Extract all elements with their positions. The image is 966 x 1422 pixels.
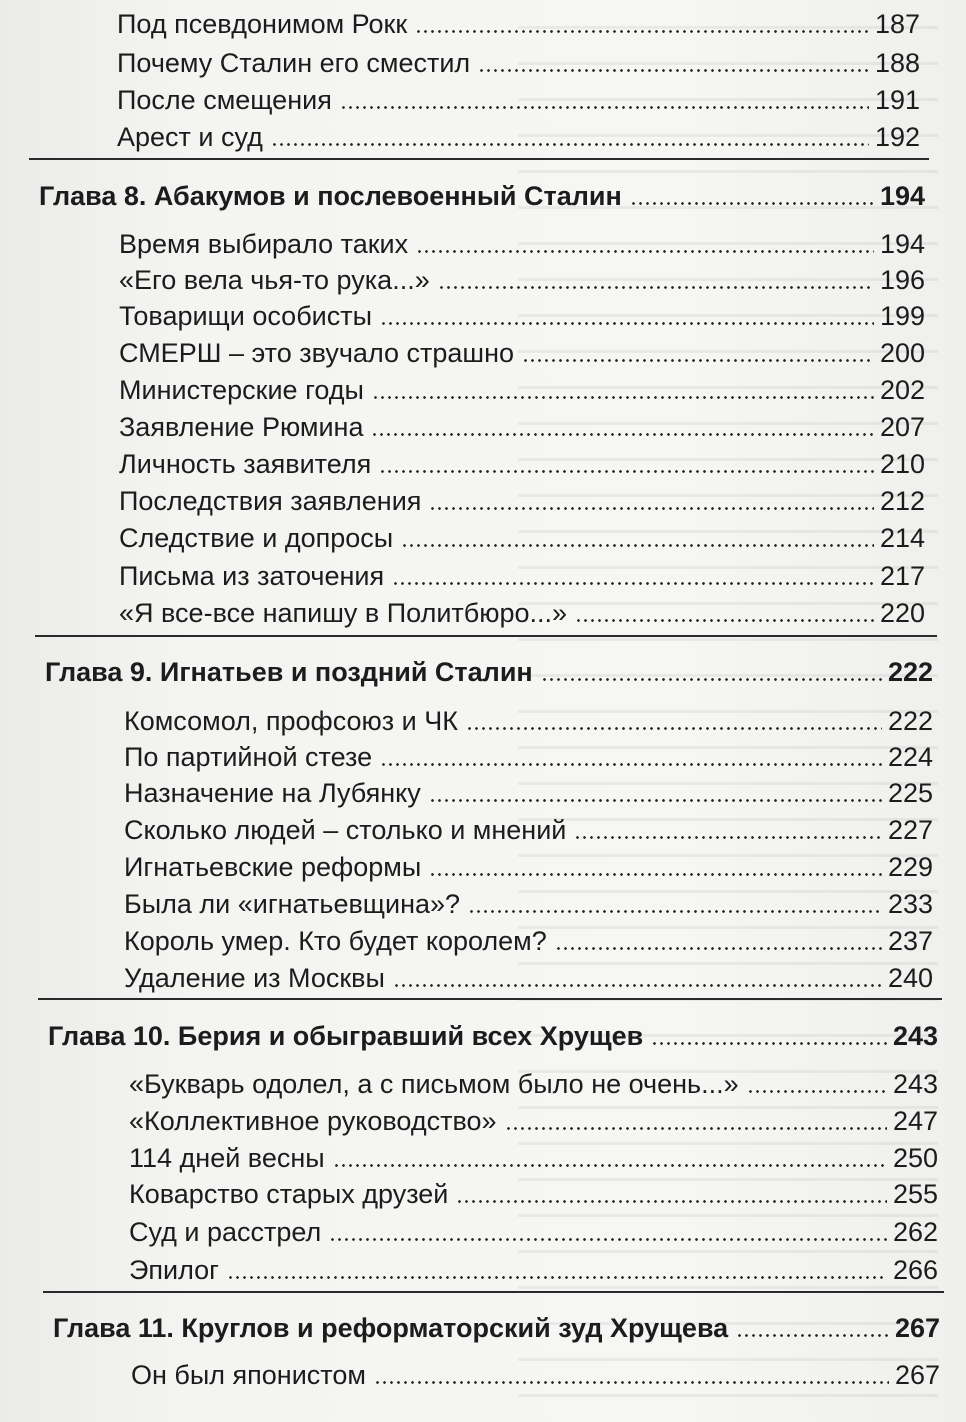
chapter-separator-line xyxy=(35,635,937,637)
dot-leader xyxy=(429,799,882,802)
toc-entry xyxy=(117,4,920,40)
toc-entry-page-number: 212 xyxy=(879,486,925,516)
toc-entry-page-number: 220 xyxy=(879,598,925,628)
toc-entry-title: Король умер. Кто будет королем? xyxy=(124,926,547,956)
toc-entry-title: Следствие и допросы xyxy=(119,523,394,553)
dot-leader xyxy=(575,619,874,622)
toc-entry-title: Под псевдонимом Рокк xyxy=(117,9,408,39)
dot-leader xyxy=(401,544,874,547)
chapter-heading xyxy=(39,176,925,212)
toc-entry xyxy=(124,847,933,883)
toc-entry-title: Он был японистом xyxy=(131,1360,366,1390)
toc-entry-title: Комсомол, профсоюз и ЧК xyxy=(124,706,458,736)
toc-entry-title: Удаление из Москвы xyxy=(124,963,385,993)
toc-entry xyxy=(131,1355,940,1391)
toc-entry xyxy=(119,224,925,260)
toc-entry-title: Арест и суд xyxy=(117,122,263,152)
dot-leader xyxy=(574,836,882,839)
dot-leader xyxy=(392,582,874,585)
toc-entry xyxy=(124,773,933,809)
dot-leader xyxy=(416,250,874,253)
dot-leader xyxy=(333,1164,887,1167)
toc-entry-page-number: 187 xyxy=(874,9,920,39)
toc-entry-title: «Коллективное руководство» xyxy=(129,1106,497,1136)
chapter-heading xyxy=(45,652,933,688)
dot-leader xyxy=(380,322,874,325)
toc-entry xyxy=(129,1064,938,1100)
toc-entry-page-number: 188 xyxy=(874,48,920,78)
toc-entry xyxy=(129,1250,938,1286)
toc-entry-page-number: 255 xyxy=(892,1179,938,1209)
toc-entry xyxy=(124,810,933,846)
toc-entry xyxy=(119,556,925,592)
toc-entry-page-number: 199 xyxy=(879,301,925,331)
toc-entry-page-number: 233 xyxy=(887,889,933,919)
dot-leader xyxy=(429,507,874,510)
toc-entry-title: Почему Сталин его сместил xyxy=(117,48,471,78)
chapter-separator-line xyxy=(29,158,929,160)
toc-entry-title: Последствия заявления xyxy=(119,486,422,516)
toc-entry-page-number: 237 xyxy=(887,926,933,956)
toc-entry-title: Суд и расстрел xyxy=(129,1217,322,1247)
toc-entry-title: Письма из заточения xyxy=(119,561,385,591)
chapter-heading-title: Глава 10. Берия и обыгравший всех Хрущев xyxy=(48,1021,644,1051)
toc-entry-title: Министерские годы xyxy=(119,375,364,405)
toc-entry-page-number: 262 xyxy=(892,1217,938,1247)
dot-leader xyxy=(555,947,882,950)
toc-entry xyxy=(117,80,920,116)
toc-entry-page-number: 225 xyxy=(887,778,933,808)
chapter-separator-line xyxy=(43,1291,944,1293)
toc-entry-page-number: 267 xyxy=(894,1360,940,1390)
dot-leader xyxy=(227,1276,887,1279)
chapter-heading-title: Глава 9. Игнатьев и поздний Сталин xyxy=(45,657,533,687)
dot-leader xyxy=(468,910,882,913)
toc-entry xyxy=(117,43,920,79)
toc-entry xyxy=(119,481,925,517)
toc-entry-title: По партийной стезе xyxy=(124,742,373,772)
dot-leader xyxy=(374,1381,889,1384)
toc-entry-title: Товарищи особисты xyxy=(119,301,373,331)
toc-entry-title: 114 дней весны xyxy=(129,1143,325,1173)
toc-entry-title: «Букварь одолел, а с письмом было не очень...» xyxy=(129,1069,739,1099)
chapter-heading-page-number: 267 xyxy=(894,1313,940,1343)
dot-leader xyxy=(456,1200,887,1203)
toc-entry-page-number: 240 xyxy=(887,963,933,993)
toc-entry-page-number: 229 xyxy=(887,852,933,882)
toc-entry xyxy=(119,518,925,554)
chapter-heading xyxy=(48,1016,938,1052)
toc-entry-page-number: 202 xyxy=(879,375,925,405)
toc-entry xyxy=(119,333,925,369)
toc-entry-page-number: 194 xyxy=(879,229,925,259)
toc-entry xyxy=(119,407,925,443)
dot-leader xyxy=(371,433,873,436)
dot-leader xyxy=(466,727,882,730)
toc-entry-title: СМЕРШ – это звучало страшно xyxy=(119,338,515,368)
toc-entry-page-number: 196 xyxy=(879,265,925,295)
dot-leader xyxy=(380,763,882,766)
toc-entry-page-number: 227 xyxy=(887,815,933,845)
toc-entry xyxy=(119,296,925,332)
toc-entry-title: «Я все-все напишу в Политбюро...» xyxy=(119,598,568,628)
dot-leader xyxy=(522,359,874,362)
toc-entry-title: Эпилог xyxy=(129,1255,220,1285)
toc-entry xyxy=(124,884,933,920)
toc-entry xyxy=(119,260,925,296)
toc-entry xyxy=(124,701,933,737)
chapter-heading-page-number: 194 xyxy=(879,181,925,211)
toc-entry-title: Коварство старых друзей xyxy=(129,1179,449,1209)
toc-entry-title: Заявление Рюмина xyxy=(119,412,364,442)
dot-leader xyxy=(393,984,882,987)
dot-leader xyxy=(340,106,869,109)
chapter-separator-line xyxy=(38,998,942,1000)
toc-entry xyxy=(119,370,925,406)
toc-entry-title: Сколько людей – столько и мнений xyxy=(124,815,567,845)
dot-leader xyxy=(505,1127,887,1130)
toc-entry-page-number: 250 xyxy=(892,1143,938,1173)
chapter-heading xyxy=(53,1308,940,1344)
toc-entry xyxy=(119,444,925,480)
toc-entry xyxy=(124,921,933,957)
toc-entry xyxy=(129,1212,938,1248)
chapter-heading-page-number: 243 xyxy=(892,1021,938,1051)
dot-leader xyxy=(630,202,874,205)
toc-entry-page-number: 217 xyxy=(879,561,925,591)
dot-leader xyxy=(415,30,869,33)
dot-leader xyxy=(651,1042,887,1045)
dot-leader xyxy=(438,286,874,289)
dot-leader xyxy=(329,1238,887,1241)
toc-entry xyxy=(129,1101,938,1137)
toc-entry-page-number: 247 xyxy=(892,1106,938,1136)
dot-leader xyxy=(372,396,874,399)
toc-entry-title: После смещения xyxy=(117,85,332,115)
toc-entry-title: Игнатьевские реформы xyxy=(124,852,422,882)
dot-leader xyxy=(541,678,882,681)
toc-entry-page-number: 222 xyxy=(887,706,933,736)
chapter-heading-title: Глава 8. Абакумов и послевоенный Сталин xyxy=(39,181,622,211)
toc-entry xyxy=(129,1174,938,1210)
toc-entry-page-number: 200 xyxy=(879,338,925,368)
toc-entry-page-number: 243 xyxy=(892,1069,938,1099)
toc-entry-page-number: 214 xyxy=(879,523,925,553)
toc-entry xyxy=(119,593,925,629)
toc-entry-title: Время выбирало таких xyxy=(119,229,409,259)
toc-entry-title: Назначение на Лубянку xyxy=(124,778,421,808)
toc-entry xyxy=(117,117,920,153)
chapter-heading-title: Глава 11. Круглов и реформаторский зуд Хрущева xyxy=(53,1313,729,1343)
toc-entry-page-number: 191 xyxy=(874,85,920,115)
toc-entry-title: Личность заявителя xyxy=(119,449,372,479)
toc-entry xyxy=(124,958,933,994)
toc-entry-page-number: 224 xyxy=(887,742,933,772)
toc-entry xyxy=(124,737,933,773)
dot-leader xyxy=(736,1334,889,1337)
toc-entry-title: Была ли «игнатьевщина»? xyxy=(124,889,461,919)
chapter-heading-page-number: 222 xyxy=(887,657,933,687)
toc-entry-title: «Его вела чья-то рука...» xyxy=(119,265,430,295)
dot-leader xyxy=(429,873,882,876)
dot-leader xyxy=(747,1090,887,1093)
dot-leader xyxy=(478,69,869,72)
toc-entry xyxy=(129,1138,938,1174)
toc-entry-page-number: 210 xyxy=(879,449,925,479)
toc-entry-page-number: 207 xyxy=(879,412,925,442)
toc-entry-page-number: 192 xyxy=(874,122,920,152)
toc-entry-page-number: 266 xyxy=(892,1255,938,1285)
dot-leader xyxy=(379,470,874,473)
dot-leader xyxy=(271,143,869,146)
